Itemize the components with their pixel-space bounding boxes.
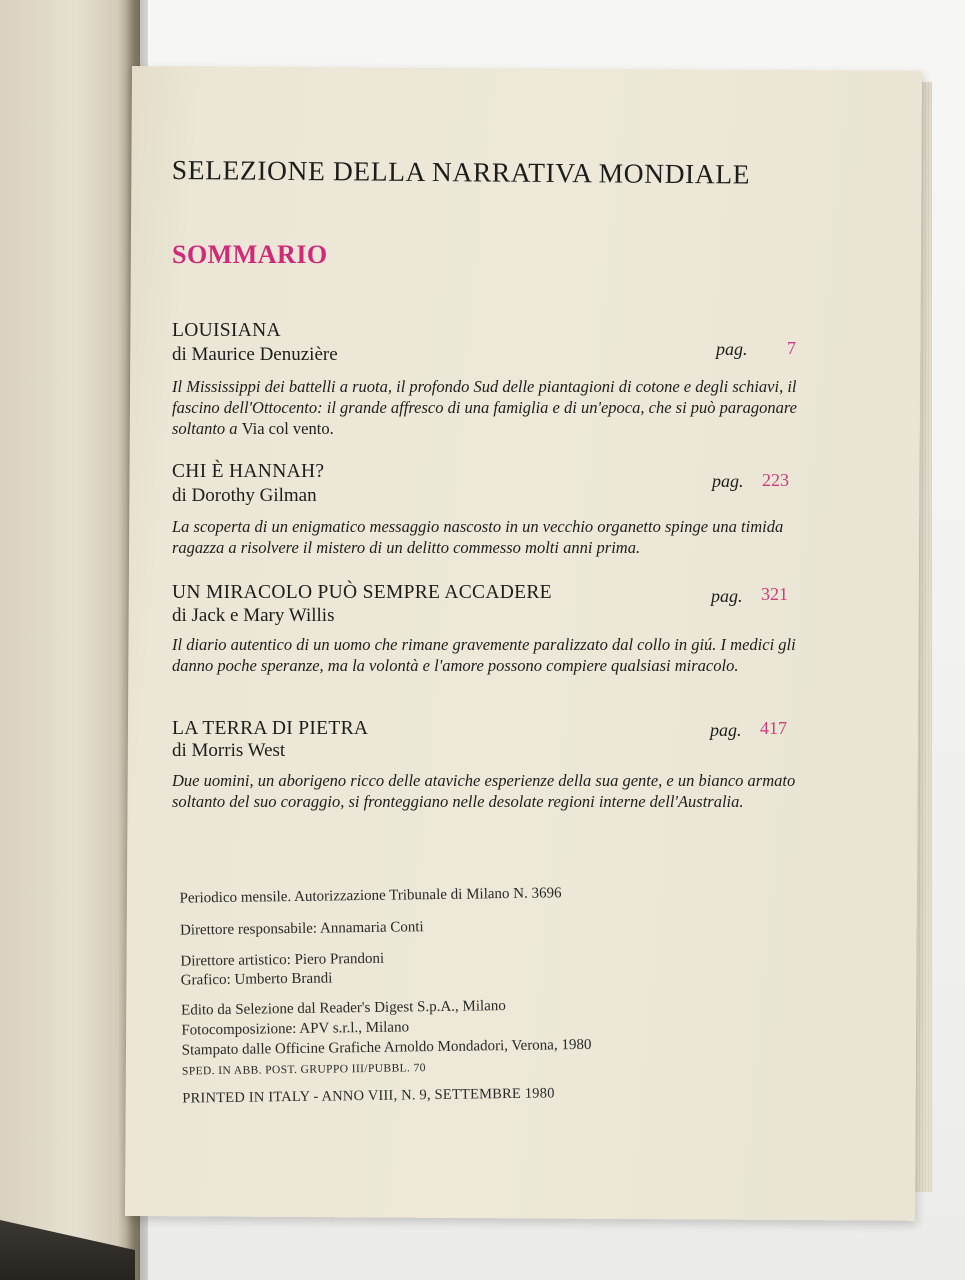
entry-author-un-miracolo: di Jack e Mary Willis bbox=[172, 605, 335, 626]
colophon-edito: Edito da Selezione dal Reader's Digest S.p.A., Milano bbox=[181, 998, 506, 1019]
entry-description-louisiana-title-ref: Via col vento. bbox=[241, 419, 334, 438]
colophon-fotocomposizione: Fotocomposizione: APV s.r.l., Milano bbox=[181, 1019, 410, 1039]
colophon-stampato: Stampato dalle Officine Grafiche Arnoldo Mondadori, Verona, 1980 bbox=[181, 1036, 592, 1059]
entry-author-louisiana: di Maurice Denuzière bbox=[172, 344, 338, 365]
entry-description-louisiana bbox=[172, 376, 802, 439]
entry-page-number-louisiana: 7 bbox=[787, 338, 796, 358]
entry-author-chi-e-hannah: di Dorothy Gilman bbox=[172, 485, 317, 506]
entry-title-la-terra-di-pietra: LA TERRA DI PIETRA bbox=[172, 718, 369, 739]
entry-description-la-terra-di-pietra: Due uomini, un aborigeno ricco delle ataviche esperienze della sua gente, e un bianco armato soltanto del suo coraggio, si fronteggiano nelle desolate regioni interne dell'Australia. bbox=[172, 771, 796, 811]
entry-description-chi-e-hannah: La scoperta di un enigmatico messaggio nascosto in un vecchio organetto spinge una timida ragazza a risolvere il mistero di un delitto commesso molti anni prima. bbox=[172, 517, 784, 557]
entry-pag-label: pag. bbox=[716, 339, 748, 359]
colophon-grafico: Grafico: Umberto Brandi bbox=[180, 970, 333, 989]
entry-page-number-un-miracolo: 321 bbox=[761, 584, 788, 604]
entry-page-number-la-terra-di-pietra: 417 bbox=[760, 718, 787, 738]
entry-title-chi-e-hannah: CHI È HANNAH? bbox=[172, 461, 325, 482]
entry-pag-label: pag. bbox=[712, 471, 744, 491]
entry-title-louisiana: LOUISIANA bbox=[172, 320, 281, 341]
entry-author-la-terra-di-pietra: di Morris West bbox=[172, 740, 286, 761]
series-title: SELEZIONE DELLA NARRATIVA MONDIALE bbox=[171, 154, 751, 190]
colophon-direttore-artistico: Direttore artistico: Piero Prandoni bbox=[180, 950, 385, 970]
colophon-periodico: Periodico mensile. Autorizzazione Tribunale di Milano N. 3696 bbox=[179, 885, 562, 907]
entry-description-louisiana-text: Il Mississippi dei battelli a ruota, il profondo Sud delle piantagioni di cotone e degli schiavi, il fascino dell'Ottocento: il grande affresco di una famiglia e di un'epoca, che si può paragonare soltanto a bbox=[172, 377, 797, 438]
entry-title-un-miracolo: UN MIRACOLO PUÒ SEMPRE ACCADERE bbox=[172, 582, 552, 603]
colophon-sped: SPED. IN ABB. POST. GRUPPO III/PUBBL. 70 bbox=[181, 1062, 426, 1078]
entry-pag-label: pag. bbox=[710, 720, 742, 740]
entry-page-number-chi-e-hannah: 223 bbox=[762, 470, 789, 490]
colophon-direttore-responsabile: Direttore responsabile: Annamaria Conti bbox=[179, 919, 424, 939]
entry-pag-label: pag. bbox=[711, 586, 743, 606]
entry-description-un-miracolo: Il diario autentico di un uomo che rimane gravemente paralizzato dal collo in giú. I medici gli danno poche speranze, ma la volontà e l'amore possono compiere qualsiasi miracolo. bbox=[172, 635, 796, 675]
colophon-printed: PRINTED IN ITALY - ANNO VIII, N. 9, SETTEMBRE 1980 bbox=[182, 1085, 555, 1107]
summary-heading: SOMMARIO bbox=[172, 240, 328, 269]
